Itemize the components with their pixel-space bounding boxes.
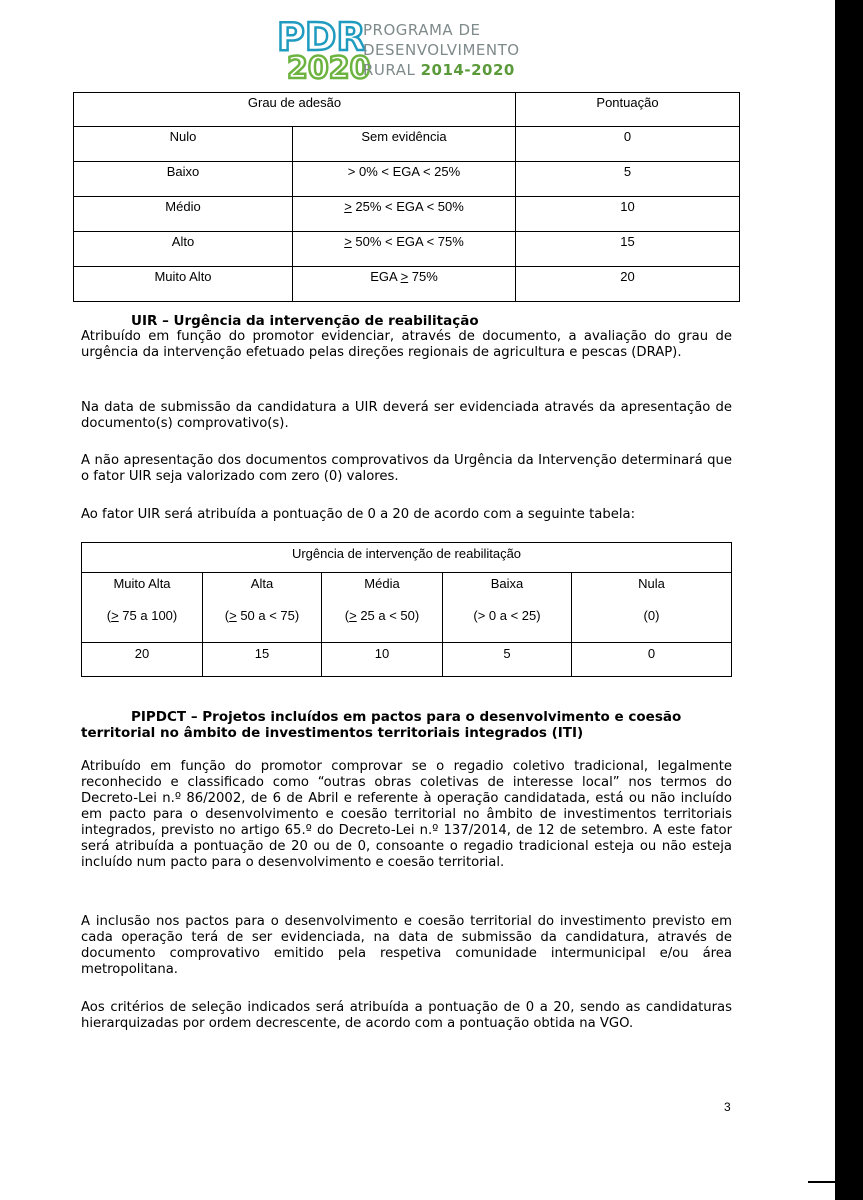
logo-years: 2014-2020 bbox=[420, 61, 515, 79]
score-cell: 10 bbox=[322, 643, 443, 677]
ge-symbol: > bbox=[229, 608, 237, 623]
table-row bbox=[74, 197, 740, 232]
uir-paragraph-3: A não apresentação dos documentos comprovativos da Urgência da Intervenção determinará que o fator UIR seja valorizado com zero (0) valores. bbox=[81, 453, 732, 484]
urgency-table bbox=[81, 542, 732, 677]
urgency-col-cell bbox=[203, 573, 322, 643]
urgency-range-text: 0) bbox=[647, 608, 660, 623]
urgency-label: Nula bbox=[638, 576, 665, 591]
level-cell: Médio bbox=[74, 197, 293, 232]
urgency-col-cell bbox=[443, 573, 572, 643]
urgency-range-text: 50 a < 75) bbox=[236, 608, 300, 623]
logo-wordmark bbox=[363, 20, 520, 80]
level-cell: Alto bbox=[74, 232, 293, 267]
table-row bbox=[74, 127, 740, 162]
score-cell: 10 bbox=[516, 197, 740, 232]
pdr2020-logo-mark bbox=[275, 14, 371, 86]
logo-line-2: DESENVOLVIMENTO bbox=[363, 41, 520, 59]
range-text-after: 75% bbox=[408, 269, 438, 284]
ge-symbol: > bbox=[400, 269, 409, 284]
adhesion-degree-table bbox=[73, 92, 740, 302]
header-pontuacao: Pontuação bbox=[516, 93, 740, 127]
range-cell bbox=[293, 232, 516, 267]
range-cell bbox=[293, 197, 516, 232]
page-corner-mark bbox=[808, 1181, 835, 1183]
score-cell: 0 bbox=[516, 127, 740, 162]
urgency-col-cell bbox=[82, 573, 203, 643]
table-header-row bbox=[74, 93, 740, 127]
urgency-range: (> 75 a 100) bbox=[106, 608, 178, 623]
table-row bbox=[74, 267, 740, 302]
range-cell: Sem evidência bbox=[293, 127, 516, 162]
uir-paragraph-2: Na data de submissão da candidatura a UIR deverá ser evidenciada através da apresentação de documento(s) comprovativo(s). bbox=[81, 400, 732, 431]
header-grau-adesao: Grau de adesão bbox=[74, 93, 516, 127]
uir-paragraph-1: Atribuído em função do promotor evidenciar, através de documento, a avaliação do grau de urgência da intervenção efetuado pelas direções regionais de agricultura e pescas (DRAP). bbox=[81, 329, 732, 360]
pipdct-heading-line-1: PIPDCT – Projetos incluídos em pactos para o desenvolvimento e coesão bbox=[131, 709, 682, 725]
urgency-label: Muito Alta bbox=[113, 576, 171, 591]
logo-line-3-prefix: RURAL bbox=[363, 61, 421, 79]
urgency-label: Média bbox=[364, 576, 400, 591]
score-cell: 20 bbox=[82, 643, 203, 677]
urgency-col-cell bbox=[572, 573, 732, 643]
logo-line-1: PROGRAMA DE bbox=[363, 21, 481, 39]
logo-line-3 bbox=[363, 60, 520, 80]
score-cell: 5 bbox=[516, 162, 740, 197]
ge-symbol: > bbox=[349, 608, 357, 623]
uir-heading: UIR – Urgência da intervenção de reabilitação bbox=[131, 313, 479, 329]
urgency-label: Baixa bbox=[490, 576, 524, 591]
pipdct-heading-line-2: territorial no âmbito de investimentos territoriais integrados (ITI) bbox=[81, 725, 584, 741]
urgency-label: Alta bbox=[250, 576, 274, 591]
urgency-range-text: > 0 a < 25) bbox=[477, 608, 541, 623]
pdr2020-logo bbox=[275, 14, 535, 86]
urgency-range-text: 25 a < 50) bbox=[356, 608, 420, 623]
pipdct-paragraph-1: Atribuído em função do promotor comprovar se o regadio coletivo tradicional, legalmente reconhecido e classificado como “outras obras coletivas de interesse local” nos termos do Decreto-Lei n.º 86/2002, de 6 de Abril e referente à operação candidatada, está ou não incluído em pacto para o desenvolvimento e coesão territorial no âmbito de investimentos territoriais integrados, previsto no artigo 65.º do Decreto-Lei n.º 137/2014, de 12 de setembro. A este fator será atribuída a pontuação de 20 ou de 0, consoante o regadio tradicional esteja ou não esteja incluído num pacto para o desenvolvimento e coesão territorial. bbox=[81, 759, 732, 870]
level-cell: Nulo bbox=[74, 127, 293, 162]
ge-symbol: > bbox=[111, 608, 119, 623]
urgency-range: (> 0 a < 25) bbox=[473, 608, 541, 623]
score-cell: 20 bbox=[516, 267, 740, 302]
urgency-range-text: 75 a 100) bbox=[118, 608, 178, 623]
ge-symbol: > bbox=[344, 234, 352, 249]
ge-symbol: > bbox=[344, 199, 352, 214]
table-row bbox=[74, 162, 740, 197]
range-text: EGA bbox=[370, 269, 401, 284]
uir-paragraph-4: Ao fator UIR será atribuída a pontuação de 0 a 20 de acordo com a seguinte tabela: bbox=[81, 507, 636, 522]
score-cell: 15 bbox=[203, 643, 322, 677]
table-row bbox=[82, 643, 732, 677]
table-row bbox=[74, 232, 740, 267]
level-cell: Baixo bbox=[74, 162, 293, 197]
score-cell: 5 bbox=[443, 643, 572, 677]
page-number: 3 bbox=[724, 1100, 731, 1114]
range-cell bbox=[293, 267, 516, 302]
range-text: 25% < EGA < 50% bbox=[351, 199, 464, 214]
svg-text:2020: 2020 bbox=[287, 51, 371, 86]
svg-text:PDR: PDR bbox=[277, 15, 366, 59]
urgency-range: (> 50 a < 75) bbox=[224, 608, 300, 623]
level-cell: Muito Alto bbox=[74, 267, 293, 302]
pipdct-paragraph-2: A inclusão nos pactos para o desenvolvimento e coesão territorial do investimento previsto em cada operação terá de ser evidenciada, na data de submissão da candidatura, através de documento comprovativo emitido pela respetiva comunidade intermunicipal e/ou área metropolitana. bbox=[81, 914, 732, 977]
range-text: 50% < EGA < 75% bbox=[351, 234, 464, 249]
score-cell: 0 bbox=[572, 643, 732, 677]
urgency-col-cell bbox=[322, 573, 443, 643]
urgency-range: (> 25 a < 50) bbox=[344, 608, 420, 623]
score-cell: 15 bbox=[516, 232, 740, 267]
viewer-edge-bar bbox=[835, 0, 863, 1200]
pipdct-heading bbox=[81, 709, 732, 741]
pipdct-paragraph-3: Aos critérios de seleção indicados será atribuída a pontuação de 0 a 20, sendo as candidaturas hierarquizadas por ordem decrescente, de acordo com a pontuação obtida na VGO. bbox=[81, 1000, 732, 1031]
range-cell: > 0% < EGA < 25% bbox=[293, 162, 516, 197]
table-row bbox=[82, 573, 732, 643]
urgency-table-title: Urgência de intervenção de reabilitação bbox=[82, 543, 732, 573]
urgency-range: (0) bbox=[643, 608, 660, 623]
table-header-row bbox=[82, 543, 732, 573]
